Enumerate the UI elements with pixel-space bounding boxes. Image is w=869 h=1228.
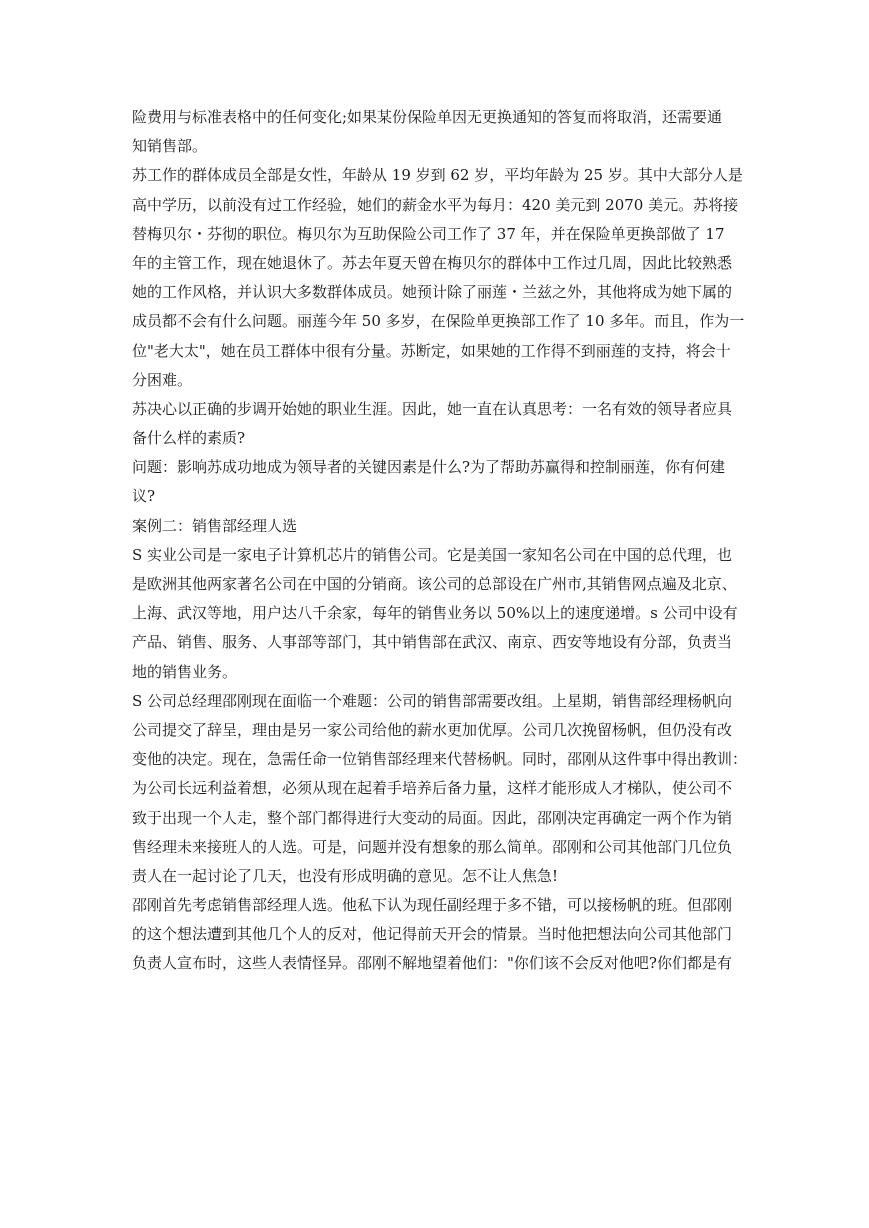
text-line: 地的销售业务。: [132, 662, 238, 681]
text-line: 问题：影响苏成功地成为领导者的关键因素是什么?为了帮助苏赢得和控制丽莲，你有何建: [132, 458, 726, 477]
text-line: 为公司长远利益着想，必须从现在起着手培养后备力量，这样才能形成人才梯队，使公司不: [132, 779, 733, 798]
document-body: [132, 103, 748, 979]
text-line: 议?: [132, 487, 156, 506]
text-line: 年的主管工作，现在她退休了。苏去年夏天曾在梅贝尔的群体中工作过几周，因此比较熟悉: [132, 253, 733, 272]
text-line: 公司提交了辞呈，理由是另一家公司给他的薪水更加优厚。公司几次挽留杨帆，但仍没有改: [132, 720, 733, 739]
text-line: 备什么样的素质?: [132, 429, 246, 448]
text-line: 知销售部。: [132, 137, 208, 156]
text-line: 负责人宣布时，这些人表情怪异。邵刚不解地望着他们："你们该不会反对他吧?你们都是有: [132, 954, 732, 973]
text-line: S 公司总经理邵刚现在面临一个难题：公司的销售部需要改组。上星期，销售部经理杨帆向: [132, 691, 733, 710]
text-line: 苏工作的群体成员全部是女性，年龄从 19 岁到 62 岁，平均年龄为 25 岁。其中大部分人是: [132, 166, 743, 185]
text-line: 成员都不会有什么问题。丽莲今年 50 多岁，在保险单更换部工作了 10 多年。而且，作为一: [132, 312, 745, 331]
text-line: 责人在一起讨论了几天，也没有形成明确的意见。怎不让人焦急!: [132, 866, 559, 885]
text-line: 苏决心以正确的步调开始她的职业生涯。因此，她一直在认真思考：一名有效的领导者应具: [132, 399, 733, 418]
text-line: 的这个想法遭到其他几个人的反对，他记得前天开会的情景。当时他把想法向公司其他部门: [132, 925, 733, 944]
text-line: 邵刚首先考虑销售部经理人选。他私下认为现任副经理于多不错，可以接杨帆的班。但邵刚: [132, 896, 733, 915]
text-line: S 实业公司是一家电子计算机芯片的销售公司。它是美国一家知名公司在中国的总代理，也: [132, 545, 733, 564]
text-line: 案例二：销售部经理人选: [132, 516, 298, 535]
text-line: 售经理未来接班人的人选。可是，问题并没有想象的那么简单。邵刚和公司其他部门几位负: [132, 837, 733, 856]
text-line: 分困难。: [132, 370, 193, 389]
text-line: 变他的决定。现在，急需任命一位销售部经理来代替杨帆。同时，邵刚从这件事中得出教训：: [132, 750, 748, 769]
text-line: 位"老大太"，她在员工群体中很有分量。苏断定，如果她的工作得不到丽莲的支持，将会十: [132, 341, 731, 360]
text-line: 险费用与标准表格中的任何变化;如果某份保险单因无更换通知的答复而将取消，还需要通: [132, 108, 723, 126]
text-line: 致于出现一个人走，整个部门都得进行大变动的局面。因此，邵刚决定再确定一两个作为销: [132, 808, 733, 827]
text-line: 替梅贝尔・芬彻的职位。梅贝尔为互助保险公司工作了 37 年，并在保险单更换部做了 17: [132, 224, 725, 243]
text-line: 上海、武汉等地，用户达八千余家，每年的销售业务以 50%以上的速度递增。s 公司中设有: [132, 604, 738, 623]
text-line: 她的工作风格，并认识大多数群体成员。她预计除了丽莲・兰兹之外，其他将成为她下属的: [132, 283, 733, 302]
text-line: 高中学历，以前没有过工作经验，她们的薪金水平为每月：420 美元到 2070 美元。苏将接: [132, 195, 739, 214]
text-line: 产品、销售、服务、人事部等部门，其中销售部在武汉、南京、西安等地设有分部，负责当: [132, 633, 733, 652]
text-line: 是欧洲其他两家著名公司在中国的分销商。该公司的总部设在广州市,其销售网点遍及北京、: [132, 575, 737, 593]
